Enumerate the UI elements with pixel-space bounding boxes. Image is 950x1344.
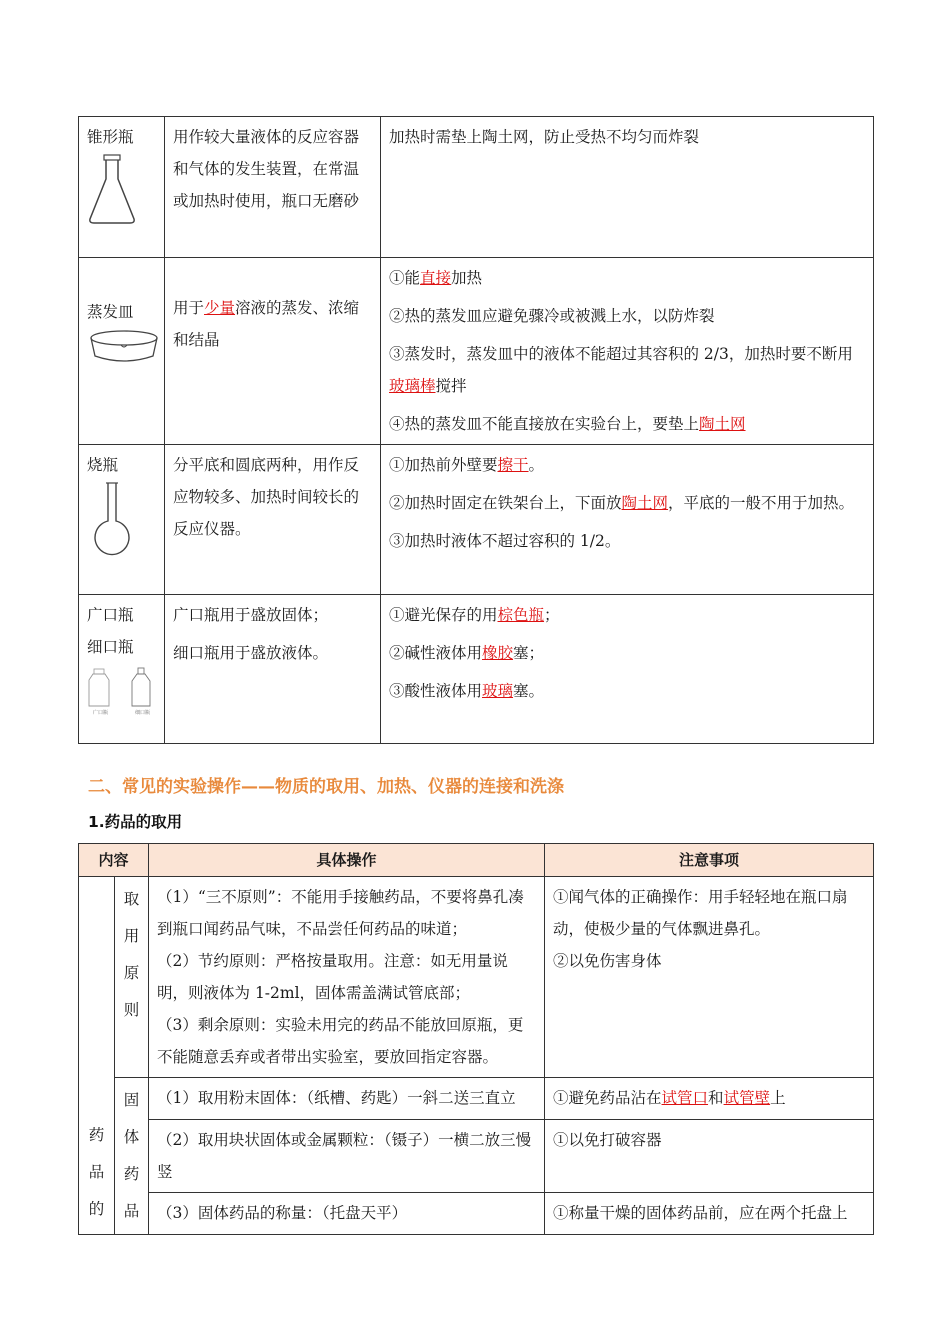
instrument-name: 广口瓶 [87,606,134,624]
table-header-row [79,844,874,877]
highlight-text: 橡胶 [482,644,514,662]
highlight-text: 玻璃 [482,682,514,700]
round-flask-image [87,481,137,559]
highlight-text: 陶土网 [621,494,669,512]
solid-label: 固 体 药 品 [115,1078,149,1235]
instrument-notes: 加热时需垫上陶土网，防止受热不均匀而炸裂 [381,117,874,258]
table-row: 烧瓶 分平底和圆底两种，用作反应物较多、加热时间较长的反应仪器。 ①加热前外壁要擦干。 ②加热时固定在铁架台上，下面放陶土网，平底的一般不用于加热。 ③加热时液体不超过容积的 1/2。 [79,445,874,595]
header-cell: 具体操作 [149,844,545,877]
conical-flask-image [87,153,137,228]
highlight-text: 擦干 [497,456,529,474]
highlight-text: 玻璃棒 [389,377,436,395]
table-row: 广口瓶 细口瓶 广口瓶 细口瓶 广口瓶用于盛放固体； 细口瓶用于盛放液体。 ①避光保存的用棕色瓶； ②碱性液体用橡胶塞； ③酸性液体用玻璃塞。 [79,595,874,744]
highlight-text: 少量 [204,299,236,317]
section-title: 二、常见的实验操作——物质的取用、加热、仪器的连接和洗涤 [88,777,564,797]
highlight-text: 陶土网 [699,415,746,433]
group-label: 药 品 的 [79,877,115,1235]
instrument-use: 分平底和圆底两种，用作反应物较多、加热时间较长的反应仪器。 [165,445,381,595]
evaporating-dish-image [87,328,161,368]
table-row: 药 品 的 取 用 原 则 （1）“三不原则”：不能用手接触药品，不要将鼻孔凑到瓶口闻药品气味，不品尝任何药品的味道； （2）节约原则：严格按量取用。注意：如无用量说明，则液体为 1-2ml，固体需盖满试管底部； （3）剩余原则：实验未用完的药品不能放回原瓶，更不能随意丢弃或者带出实验室，要放回指定容器。 ①闻气体的正确操作：用手轻轻地在瓶口扇动，使极少量的气体飘进鼻孔。 ②以免伤害身体 [79,877,874,1078]
table-row: 固 体 药 品 （1）取用粉末固体：（纸槽、药匙）一斜二送三直立 ①避免药品沾在试管口和试管壁上 [79,1078,874,1120]
header-cell: 内容 [79,844,149,877]
bottle-caption: 细口瓶 [135,710,151,715]
highlight-text: 试管壁 [723,1089,771,1107]
highlight-text: 棕色瓶 [497,606,545,624]
instrument-table [78,116,874,744]
sub-title: 1.药品的取用 [88,813,183,831]
table-row [79,117,874,258]
instrument-name: 烧瓶 [87,456,119,474]
highlight-text: 试管口 [661,1089,709,1107]
instrument-name: 锥形瓶 [87,128,134,146]
header-cell: 注意事项 [545,844,874,877]
table-row: 蒸发皿 用于少量溶液的蒸发、浓缩和结晶 ①能直接加热 ②热的蒸发皿应避免骤冷或被溅上水，以防炸裂 ③蒸发时，蒸发皿中的液体不能超过其容积的 2/3，加热时要不断用玻璃棒搅拌 ④热的蒸发皿不能直接放在实验台上，要垫上陶土网 [79,258,874,445]
bottle-caption: 广口瓶 [93,710,109,715]
reagent-bottles-image [87,663,157,715]
reagent-table [78,843,874,1235]
instrument-name: 蒸发皿 [87,303,134,321]
table-row: （2）取用块状固体或金属颗粒：（镊子）一横二放三慢竖 ①以免打破容器 [79,1119,874,1193]
instrument-use: 用作较大量液体的反应容器和气体的发生装置，在常温或加热时使用，瓶口无磨砂 [165,117,381,258]
instrument-name: 细口瓶 [87,638,134,656]
table-row: （3）固体药品的称量：（托盘天平） ①称量干燥的固体药品前，应在两个托盘上 [79,1193,874,1235]
principles-label: 取 用 原 则 [115,877,149,1078]
highlight-text: 直接 [420,269,452,287]
